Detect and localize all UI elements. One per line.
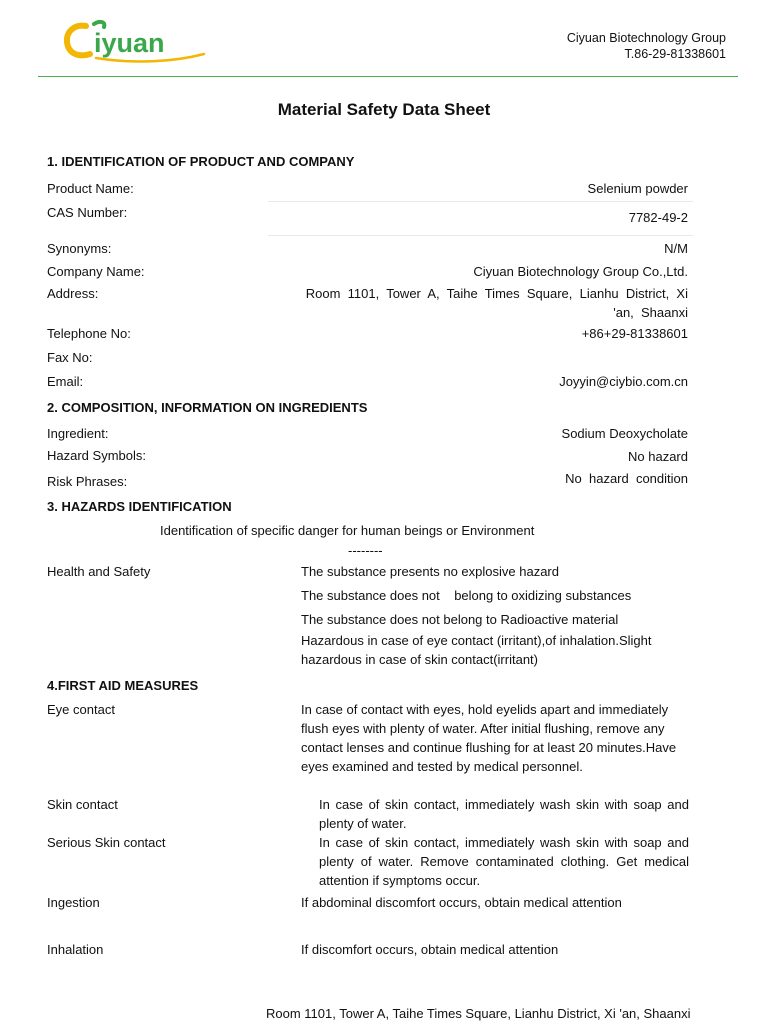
address-label: Address: — [47, 286, 99, 301]
ingestion-label: Ingestion — [47, 895, 100, 910]
eye-contact-text: In case of contact with eyes, hold eyelids apart and immediately flush eyes with plenty of water. After initial flushing, remove any contact lenses and continue flushing for at least 20 minutes.Have eyes examined and tested by medical personnel. — [301, 702, 677, 774]
header-company: Ciyuan Biotechnology Group — [566, 31, 726, 45]
telephone-label: Telephone No: — [47, 326, 131, 341]
company-name-value: Ciyuan Biotechnology Group Co.,Ltd. — [473, 264, 688, 279]
hazard-line: The substance presents no explosive hazard — [301, 564, 559, 579]
cas-number-label: CAS Number: — [47, 205, 128, 220]
footer-address: Room 1101, Tower A, Taihe Times Square, Lianhu District, Xi 'an, Shaanxi — [266, 1006, 691, 1021]
email-label: Email: — [47, 374, 84, 389]
row-divider — [268, 235, 693, 236]
serious-skin-contact-text: In case of skin contact, immediately wash skin with soap and plenty of water. Remove contaminated clothing. Get medical attention if symptoms occur. — [319, 835, 689, 888]
address-value-line2: 'an, Shaanxi — [613, 305, 688, 320]
telephone-value: +86+29-81338601 — [581, 326, 688, 341]
serious-skin-contact-label: Serious Skin contact — [47, 835, 166, 850]
hazards-intro: Identification of specific danger for human beings or Environment — [160, 523, 535, 538]
skin-contact-text: In case of skin contact, immediately wash skin with soap and plenty of water. — [319, 797, 689, 831]
hazard-line: The substance does not belong to oxidizing substances — [301, 588, 632, 603]
section-4-heading: 4.FIRST AID MEASURES — [47, 678, 199, 693]
ingredient-label: Ingredient: — [47, 426, 109, 441]
inhalation-text: If discomfort occurs, obtain medical attention — [301, 942, 559, 957]
fax-label: Fax No: — [47, 350, 93, 365]
product-name-value: Selenium powder — [587, 181, 688, 196]
cas-number-value: 7782-49-2 — [628, 210, 688, 225]
product-name-label: Product Name: — [47, 181, 134, 196]
section-2-heading: 2. COMPOSITION, INFORMATION ON INGREDIENTS — [47, 400, 368, 415]
risk-phrases-label: Risk Phrases: — [47, 474, 128, 489]
hazards-dashes: -------- — [348, 543, 383, 558]
header-phone: T.86-29-81338601 — [624, 47, 726, 61]
header-contact — [567, 30, 726, 62]
eye-contact-label: Eye contact — [47, 702, 115, 717]
document-title: Material Safety Data Sheet — [277, 100, 491, 119]
ingestion-text: If abdominal discomfort occurs, obtain medical attention — [301, 895, 622, 910]
address-value-line1: Room 1101, Tower A, Taihe Times Square, Lianhu District, Xi — [305, 286, 688, 301]
hazard-line: Hazardous in case of eye contact (irritant),of inhalation.Slight hazardous in case of skin contact(irritant) — [301, 633, 652, 667]
section-1-heading: 1. IDENTIFICATION OF PRODUCT AND COMPANY — [47, 154, 355, 169]
synonyms-label: Synonyms: — [47, 241, 112, 256]
skin-contact-label: Skin contact — [47, 797, 118, 812]
risk-phrases-value: No hazard condition — [565, 471, 688, 486]
hazard-symbols-label: Hazard Symbols: — [47, 448, 146, 463]
hazard-symbols-value: No hazard — [628, 449, 688, 464]
company-name-label: Company Name: — [47, 264, 145, 279]
svg-text:iyuan: iyuan — [94, 28, 165, 58]
synonyms-value: N/M — [664, 241, 688, 256]
email-value: Joyyin@ciybio.com.cn — [559, 374, 688, 389]
hazard-line: The substance does not belong to Radioactive material — [301, 612, 619, 627]
inhalation-label: Inhalation — [47, 942, 104, 957]
section-3-heading: 3. HAZARDS IDENTIFICATION — [47, 499, 232, 514]
header-divider — [38, 76, 738, 77]
ciyuan-logo — [64, 18, 214, 64]
ingredient-value: Sodium Deoxycholate — [561, 426, 688, 441]
row-divider — [268, 201, 693, 202]
health-safety-label: Health and Safety — [47, 564, 151, 579]
